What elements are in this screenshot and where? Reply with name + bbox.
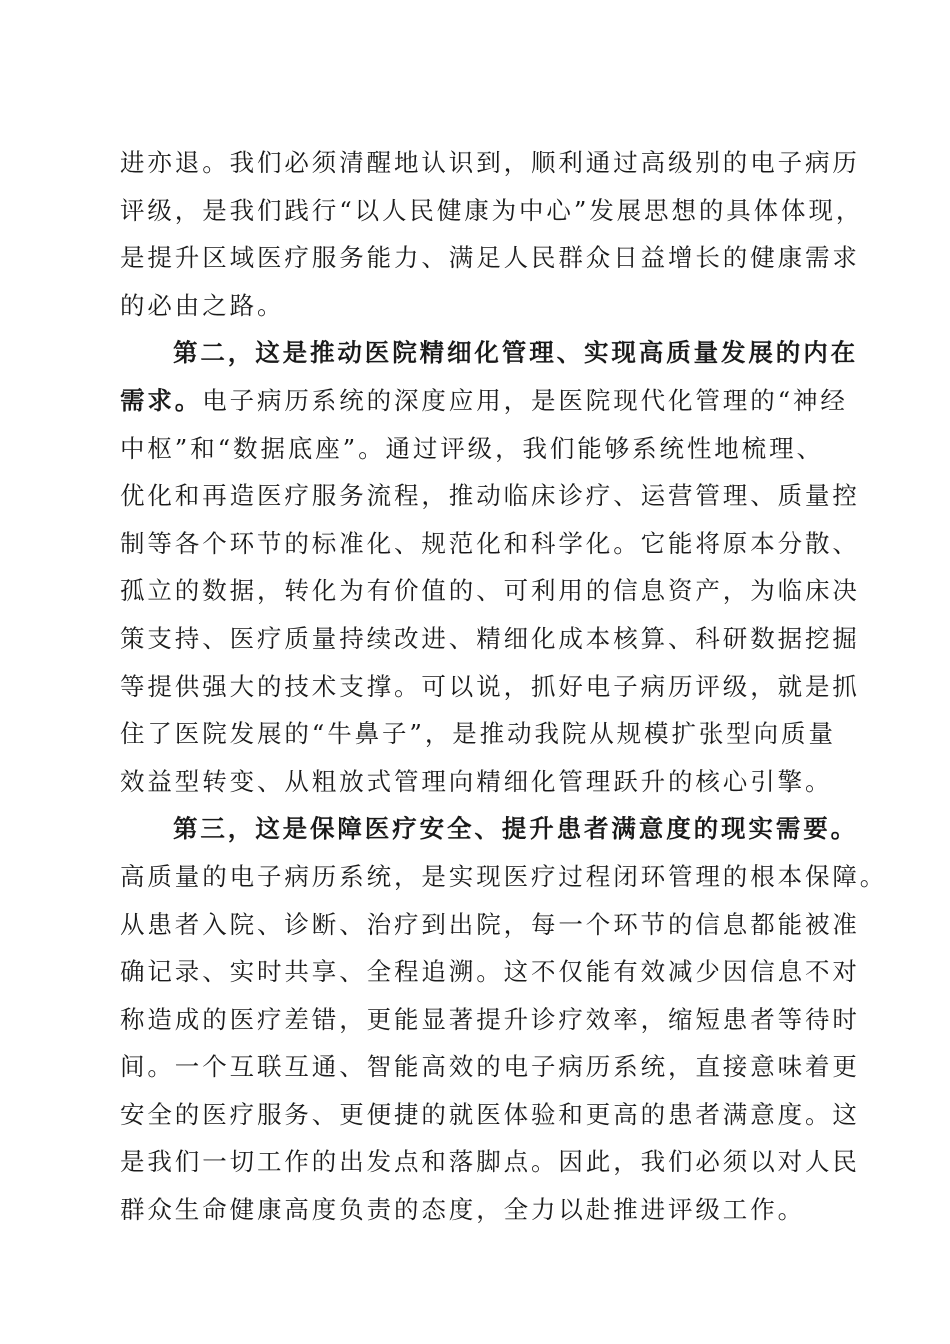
- paragraph-2-line-10: 效益型转变、从粗放式管理向精细化管理跃升的核心引擎。: [120, 766, 833, 796]
- paragraph-1-line-4: 的必由之路。: [120, 290, 285, 320]
- paragraph-2-line-7: 策支持、医疗质量持续改进、精细化成本核算、科研数据挖掘: [120, 623, 860, 653]
- document-body: [120, 139, 888, 1234]
- paragraph-3-line-5: 称造成的医疗差错，更能显著提升诊疗效率，缩短患者等待时: [120, 1004, 860, 1034]
- paragraph-3-line-8: 是我们一切工作的出发点和落脚点。因此，我们必须以对人民: [120, 1147, 860, 1177]
- paragraph-2-line-4: 优化和再造医疗服务流程，推动临床诊疗、运营管理、质量控: [120, 481, 860, 511]
- paragraph-3-line-4: 确记录、实时共享、全程追溯。这不仅能有效减少因信息不对: [120, 957, 860, 987]
- paragraph-2-heading-line-2: 需求。: [120, 385, 203, 415]
- paragraph-3-line-7: 安全的医疗服务、更便捷的就医体验和更高的患者满意度。这: [120, 1099, 860, 1129]
- paragraph-2-line-2-rest: 电子病历系统的深度应用，是医院现代化管理的“神经: [202, 385, 848, 415]
- paragraph-2-line-3: 中枢”和“数据底座”。通过评级，我们能够系统性地梳理、: [120, 433, 824, 463]
- paragraph-2-line-6: 孤立的数据，转化为有价值的、可利用的信息资产，为临床决: [120, 576, 860, 606]
- paragraph-2-line-8: 等提供强大的技术支撑。可以说，抓好电子病历评级，就是抓: [120, 671, 860, 701]
- paragraph-1-line-1: 进亦退。我们必须清醒地认识到，顺利通过高级别的电子病历: [120, 148, 860, 177]
- paragraph-3-line-3: 从患者入院、诊断、治疗到出院，每一个环节的信息都能被准: [120, 909, 860, 939]
- paragraph-2-heading-line-1: 第二，这是推动医院精细化管理、实现高质量发展的内在: [173, 338, 858, 368]
- paragraph-1-line-2: 评级，是我们践行“以人民健康为中心”发展思想的具体体现，: [120, 195, 864, 225]
- paragraph-3-line-6: 间。一个互联互通、智能高效的电子病历系统，直接意味着更: [120, 1052, 860, 1082]
- paragraph-3-line-2: 高质量的电子病历系统，是实现医疗过程闭环管理的根本保障。: [120, 861, 888, 891]
- paragraph-2-line-9: 住了医院发展的“牛鼻子”，是推动我院从规模扩张型向质量: [120, 719, 836, 749]
- paragraph-2-line-2: [120, 377, 850, 425]
- paragraph-3-heading-line-1: 第三，这是保障医疗安全、提升患者满意度的现实需要。: [173, 814, 858, 844]
- paragraph-1-line-3: 是提升区域医疗服务能力、满足人民群众日益增长的健康需求: [120, 243, 860, 273]
- paragraph-2-line-5: 制等各个环节的标准化、规范化和科学化。它能将原本分散、: [120, 528, 860, 558]
- paragraph-3-line-9: 群众生命健康高度负责的态度，全力以赴推进评级工作。: [120, 1195, 805, 1225]
